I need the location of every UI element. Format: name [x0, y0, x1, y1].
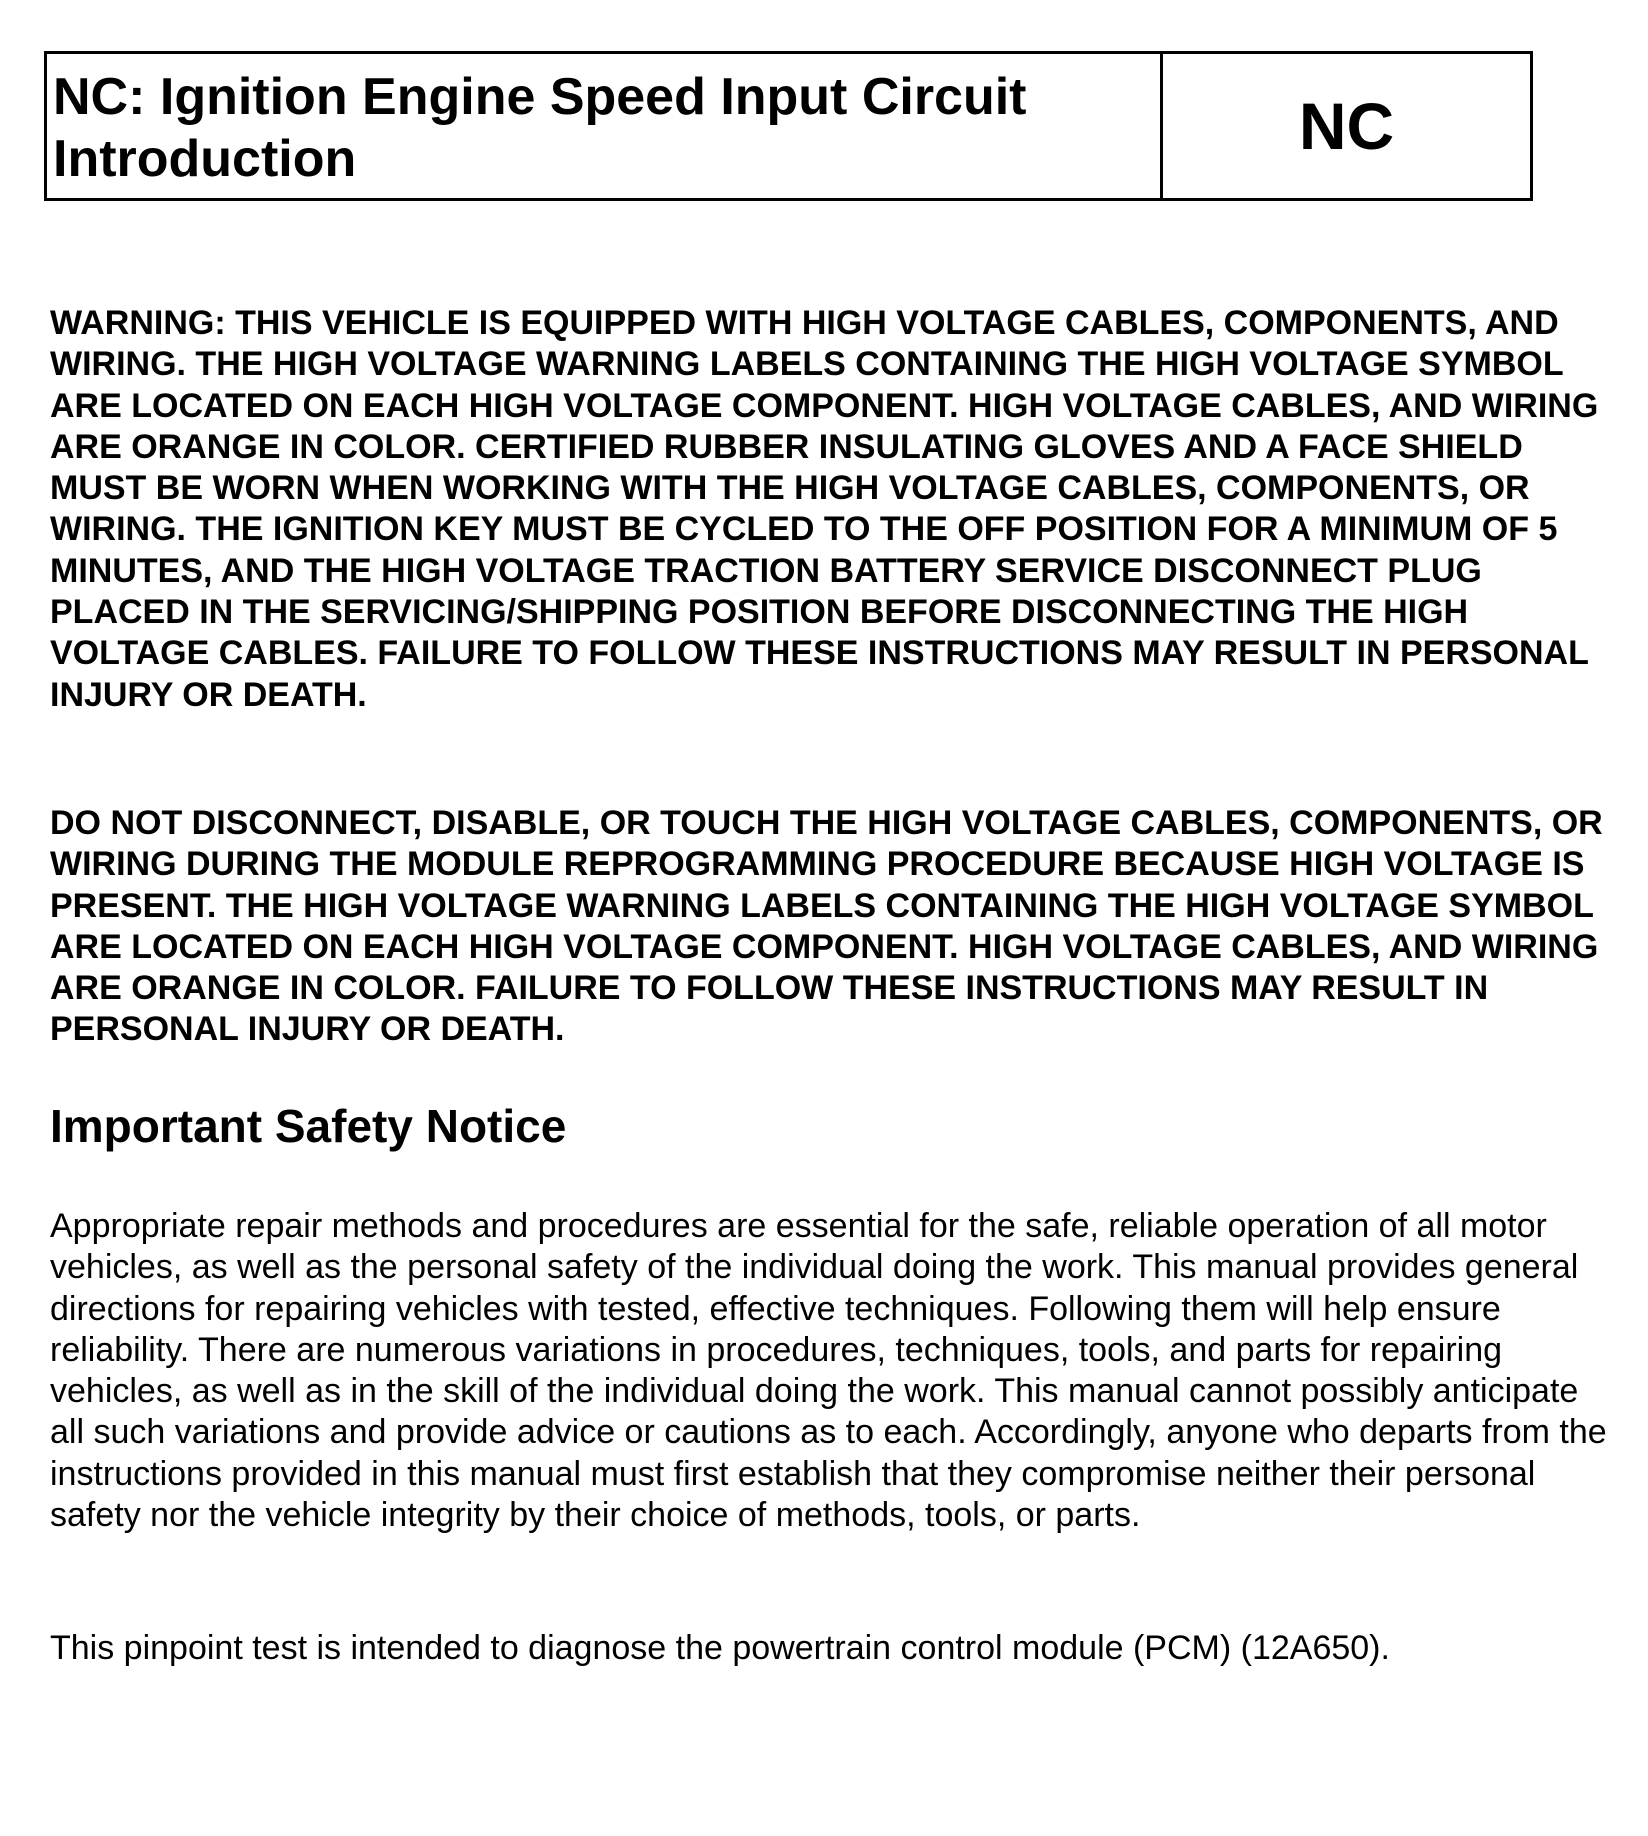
title-table [44, 51, 1533, 201]
page-title-line-2: Introduction [53, 130, 357, 188]
section-code: NC [1298, 89, 1395, 163]
safety-notice-heading: Important Safety Notice [50, 1100, 567, 1152]
page-title [47, 54, 1163, 198]
high-voltage-warning: WARNING: THIS VEHICLE IS EQUIPPED WITH HIGH VOLTAGE CABLES, COMPONENTS, AND WIRING. THE HIGH VOLTAGE WARNING LABELS CONTAINING THE HIGH VOLTAGE SYMBOL ARE LOCATED ON EACH HIGH VOLTAGE COMPONENT. HIGH VOLTAGE CABLES, AND WIRING ARE ORANGE IN COLOR. CERTIFIED RUBBER INSULATING GLOVES AND A FACE SHIELD MUST BE WORN WHEN WORKING WITH THE HIGH VOLTAGE CABLES, COMPONENTS, OR WIRING. THE IGNITION KEY MUST BE CYCLED TO THE OFF POSITION FOR A MINIMUM OF 5 MINUTES, AND THE HIGH VOLTAGE TRACTION BATTERY SERVICE DISCONNECT PLUG PLACED IN THE SERVICING/SHIPPING POSITION BEFORE DISCONNECTING THE HIGH VOLTAGE CABLES. FAILURE TO FOLLOW THESE INSTRUCTIONS MAY RESULT IN PERSONAL INJURY OR DEATH. [50, 304, 1599, 714]
reprogramming-warning: DO NOT DISCONNECT, DISABLE, OR TOUCH THE HIGH VOLTAGE CABLES, COMPONENTS, OR WIRING DURING THE MODULE REPROGRAMMING PROCEDURE BECAUSE HIGH VOLTAGE IS PRESENT. THE HIGH VOLTAGE WARNING LABELS CONTAINING THE HIGH VOLTAGE SYMBOL ARE LOCATED ON EACH HIGH VOLTAGE COMPONENT. HIGH VOLTAGE CABLES, AND WIRING ARE ORANGE IN COLOR. FAILURE TO FOLLOW THESE INSTRUCTIONS MAY RESULT IN PERSONAL INJURY OR DEATH. [50, 804, 1603, 1049]
page-title-line-1: NC: Ignition Engine Speed Input Circuit [53, 68, 1027, 126]
safety-notice-paragraph: Appropriate repair methods and procedures are essential for the safe, reliable operation of all motor vehicles, as well as the personal safety of the individual doing the work. This manual provides general directions for repairing vehicles with tested, effective techniques. Following them will help ensure reliability. There are numerous variations in procedures, techniques, tools, and parts for repairing vehicles, as well as in the skill of the individual doing the work. This manual cannot possibly anticipate all such variations and provide advice or cautions as to each. Accordingly, anyone who departs from the instructions provided in this manual must first establish that they compromise neither their personal safety nor the vehicle integrity by their choice of methods, tools, or parts. [50, 1207, 1607, 1535]
pinpoint-test-description: This pinpoint test is intended to diagnose the powertrain control module (PCM) (12A650). [50, 1629, 1390, 1667]
